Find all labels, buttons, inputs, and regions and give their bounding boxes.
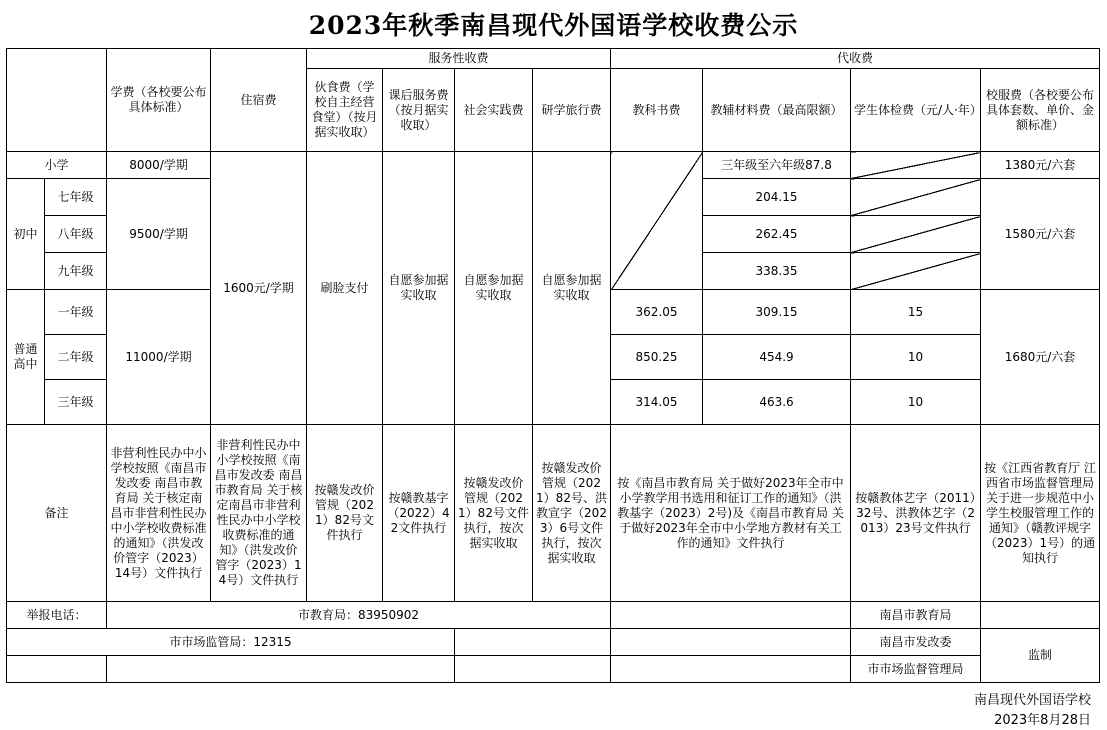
cell-physical-s2: 10 xyxy=(851,335,981,380)
table-remarks-row xyxy=(7,425,1100,602)
footer-spacer-5 xyxy=(611,656,851,683)
footer-spacer-2 xyxy=(455,629,611,656)
footer-blank-2 xyxy=(7,656,107,683)
row-grade-s3: 三年级 xyxy=(45,380,107,425)
footer-row-3 xyxy=(7,656,1100,683)
footer-edu-bureau-phone: 市教育局：83950902 xyxy=(107,602,611,629)
header-meal-fee: 伙食费（学校自主经营食堂）（按月据实收取） xyxy=(307,69,383,152)
header-after-school-fee: 课后服务费（按月据实收取） xyxy=(383,69,455,152)
header-agency-group: 代收费 xyxy=(611,49,1100,69)
header-social-practice-fee: 社会实践费 xyxy=(455,69,533,152)
cell-physical-empty-grade9 xyxy=(851,253,981,290)
footer-row-2 xyxy=(7,629,1100,656)
row-grade-8: 八年级 xyxy=(45,216,107,253)
cell-material-grade9: 338.35 xyxy=(703,253,851,290)
cell-physical-empty-grade8 xyxy=(851,216,981,253)
cell-textbook-s2: 850.25 xyxy=(611,335,703,380)
header-physical-exam-fee: 学生体检费（元/人·年） xyxy=(851,69,981,152)
footer-supervise: 监制 xyxy=(981,629,1100,683)
row-stage-senior: 普通高中 xyxy=(7,290,45,425)
header-study-tour-fee: 研学旅行费 xyxy=(533,69,611,152)
footer-row-1 xyxy=(7,602,1100,629)
cell-tuition-junior: 9500/学期 xyxy=(107,179,211,290)
row-grade-7: 七年级 xyxy=(45,179,107,216)
cell-meal-merged: 刷脸支付 xyxy=(307,152,383,425)
header-service-group: 服务性收费 xyxy=(307,49,611,69)
cell-physical-empty-primary xyxy=(851,152,981,179)
remarks-after-school: 按赣教基字（2022）42文件执行 xyxy=(383,425,455,602)
signature-school: 南昌现代外国语学校 xyxy=(0,691,1091,711)
footer-ndrc: 南昌市发改委 xyxy=(851,629,981,656)
cell-uniform-primary: 1380元/六套 xyxy=(981,152,1100,179)
cell-physical-empty-grade7 xyxy=(851,179,981,216)
row-stage-primary: 小学 xyxy=(7,152,107,179)
footer-edu-bureau: 南昌市教育局 xyxy=(851,602,981,629)
cell-boarding-merged: 1600元/学期 xyxy=(211,152,307,425)
fee-disclosure-table xyxy=(6,48,1100,683)
cell-uniform-senior: 1680元/六套 xyxy=(981,290,1100,425)
header-material-fee: 教辅材料费（最高限额） xyxy=(703,69,851,152)
cell-material-s2: 454.9 xyxy=(703,335,851,380)
cell-material-s3: 463.6 xyxy=(703,380,851,425)
cell-material-primary: 三年级至六年级87.8 xyxy=(703,152,851,179)
table-row xyxy=(7,152,1100,179)
footer-spacer-3 xyxy=(611,629,851,656)
remarks-label: 备注 xyxy=(7,425,107,602)
remarks-study-tour: 按赣发改价管规（2021）82号、洪教宣字（2023）6号文件执行，按次据实收取 xyxy=(533,425,611,602)
cell-study-tour-merged: 自愿参加据实收取 xyxy=(533,152,611,425)
page-title: 2023年秋季南昌现代外国语学校收费公示 xyxy=(0,0,1107,48)
row-grade-s1: 一年级 xyxy=(45,290,107,335)
cell-uniform-junior: 1580元/六套 xyxy=(981,179,1100,290)
row-stage-junior: 初中 xyxy=(7,179,45,290)
signature-date: 2023年8月28日 xyxy=(0,711,1091,730)
header-boarding: 住宿费 xyxy=(211,49,307,152)
header-stage-corner xyxy=(7,49,107,152)
header-textbook-fee: 教科书费 xyxy=(611,69,703,152)
header-uniform-fee: 校服费（各校要公布具体套数、单价、金额标准） xyxy=(981,69,1100,152)
row-grade-s2: 二年级 xyxy=(45,335,107,380)
remarks-textbook-material: 按《南昌市教育局 关于做好2023年全市中小学教学用书选用和征订工作的通知》（洪教基字（2023）2号)及《南昌市教育局 关于做好2023年全市中小学地方教材有关工作的通知》文件执行 xyxy=(611,425,851,602)
cell-social-practice-merged: 自愿参加据实收取 xyxy=(455,152,533,425)
cell-physical-s1: 15 xyxy=(851,290,981,335)
remarks-meal: 按赣发改价管规（2021）82号文件执行 xyxy=(307,425,383,602)
remarks-uniform: 按《江西省教育厅 江西省市场监督管理局关于进一步规范中小学生校服管理工作的通知》（赣教评规字（2023）1号）的通知执行 xyxy=(981,425,1100,602)
cell-material-grade8: 262.45 xyxy=(703,216,851,253)
row-grade-9: 九年级 xyxy=(45,253,107,290)
cell-textbook-empty-primary-junior xyxy=(611,152,703,290)
cell-material-s1: 309.15 xyxy=(703,290,851,335)
footer-market-phone: 市市场监管局：12315 xyxy=(7,629,455,656)
cell-tuition-senior: 11000/学期 xyxy=(107,290,211,425)
footer-spacer-4 xyxy=(455,656,611,683)
remarks-social-practice: 按赣发改价管规（2021）82号文件执行，按次据实收取 xyxy=(455,425,533,602)
remarks-tuition: 非营利性民办中小学校按照《南昌市发改委 南昌市教育局 关于核定南昌市非营利性民办中小学校收费标准的通知》（洪发改价管字（2023）14号）文件执行 xyxy=(107,425,211,602)
table-header-row-1 xyxy=(7,49,1100,69)
cell-physical-s3: 10 xyxy=(851,380,981,425)
cell-textbook-s1: 362.05 xyxy=(611,290,703,335)
footer-blank-3 xyxy=(107,656,455,683)
signature-block xyxy=(0,691,1107,730)
header-tuition: 学费（各校要公布具体标准） xyxy=(107,49,211,152)
cell-tuition-primary: 8000/学期 xyxy=(107,152,211,179)
remarks-boarding: 非营利性民办中小学校按照《南昌市发改委 南昌市教育局 关于核定南昌市非营利性民办中小学校收费标准的通知》（洪发改价管字（2023）14号）文件执行 xyxy=(211,425,307,602)
footer-report-phone-label: 举报电话： xyxy=(7,602,107,629)
cell-textbook-s3: 314.05 xyxy=(611,380,703,425)
cell-after-school-merged: 自愿参加据实收取 xyxy=(383,152,455,425)
footer-blank-1 xyxy=(981,602,1100,629)
footer-market-bureau: 市市场监督管理局 xyxy=(851,656,981,683)
remarks-physical: 按赣教体艺字（2011）32号、洪教体艺字（2013）23号文件执行 xyxy=(851,425,981,602)
cell-material-grade7: 204.15 xyxy=(703,179,851,216)
footer-spacer-1 xyxy=(611,602,851,629)
